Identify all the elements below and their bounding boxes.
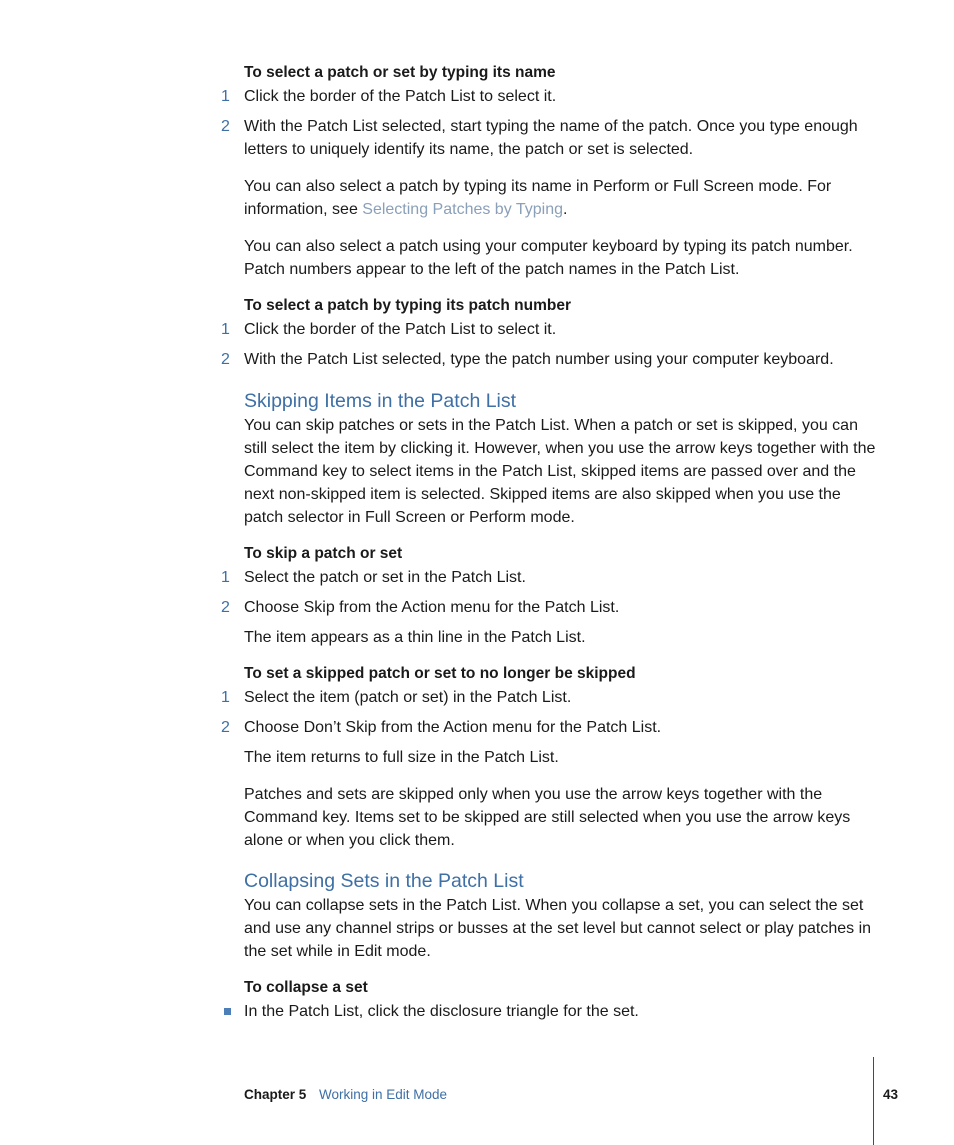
paragraph: Patches and sets are skipped only when you use the arrow keys together with the Command key. Items set to be skipped are still selected when you use the arrow keys alone or when you click them. [244, 786, 851, 849]
step-result: The item returns to full size in the Patch List. [244, 749, 559, 766]
paragraph-text: You can also select a patch by typing its name in Perform or Full Screen mode. For information, see [244, 178, 832, 218]
step-result: The item appears as a thin line in the Patch List. [244, 629, 586, 646]
step-number: 2 [221, 599, 230, 616]
paragraph: You can collapse sets in the Patch List. When you collapse a set, you can select the set and use any channel strips or busses at the set level but cannot select or play patches in the set while in Edit mode. [244, 897, 872, 960]
paragraph: You can also select a patch using your computer keyboard by typing its patch number. Patch numbers appear to the left of the patch names in the Patch List. [244, 238, 853, 278]
step-text: Click the border of the Patch List to select it. [244, 88, 557, 105]
step-text: With the Patch List selected, type the patch number using your computer keyboard. [244, 351, 834, 368]
step-number: 2 [221, 118, 230, 135]
footer-chapter: Chapter 5 [244, 1087, 307, 1102]
step-number: 1 [221, 569, 230, 586]
step-number: 1 [221, 88, 230, 105]
paragraph: You can skip patches or sets in the Patch List. When a patch or set is skipped, you can still select the item by clicking it. However, when you use the arrow keys together with the Command key to select items in the Patch List, skipped items are passed over and the next non-skipped item is selected. Skipped items are also skipped when you use the patch selector in Full Screen or Perform mode. [244, 417, 876, 526]
paragraph [244, 175, 884, 221]
cross-reference-link[interactable]: Selecting Patches by Typing [362, 201, 563, 218]
bullet-text: In the Patch List, click the disclosure triangle for the set. [244, 1003, 639, 1020]
step-number: 2 [221, 351, 230, 368]
task-heading: To select a patch by typing its patch number [244, 297, 571, 314]
footer-divider [873, 1057, 874, 1145]
section-title: Skipping Items in the Patch List [244, 390, 517, 412]
step-text: Choose Skip from the Action menu for the Patch List. [244, 599, 620, 616]
step-text: Choose Don’t Skip from the Action menu for the Patch List. [244, 719, 662, 736]
task-heading: To collapse a set [244, 979, 368, 996]
step-text: Click the border of the Patch List to select it. [244, 321, 557, 338]
section-title: Collapsing Sets in the Patch List [244, 870, 524, 892]
footer-chapter-title: Working in Edit Mode [319, 1087, 448, 1102]
step-number: 2 [221, 719, 230, 736]
step-number: 1 [221, 321, 230, 338]
bullet-icon [224, 1008, 231, 1015]
step-text: Select the patch or set in the Patch List. [244, 569, 526, 586]
step-text: With the Patch List selected, start typing the name of the patch. Once you type enough letters to uniquely identify its name, the patch or set is selected. [244, 118, 858, 158]
page-number: 43 [883, 1087, 899, 1102]
task-heading: To skip a patch or set [244, 545, 403, 562]
step-number: 1 [221, 689, 230, 706]
task-heading: To select a patch or set by typing its name [244, 64, 556, 81]
step-text: Select the item (patch or set) in the Patch List. [244, 689, 572, 706]
paragraph-text: . [563, 201, 568, 218]
task-heading: To set a skipped patch or set to no longer be skipped [244, 665, 636, 682]
